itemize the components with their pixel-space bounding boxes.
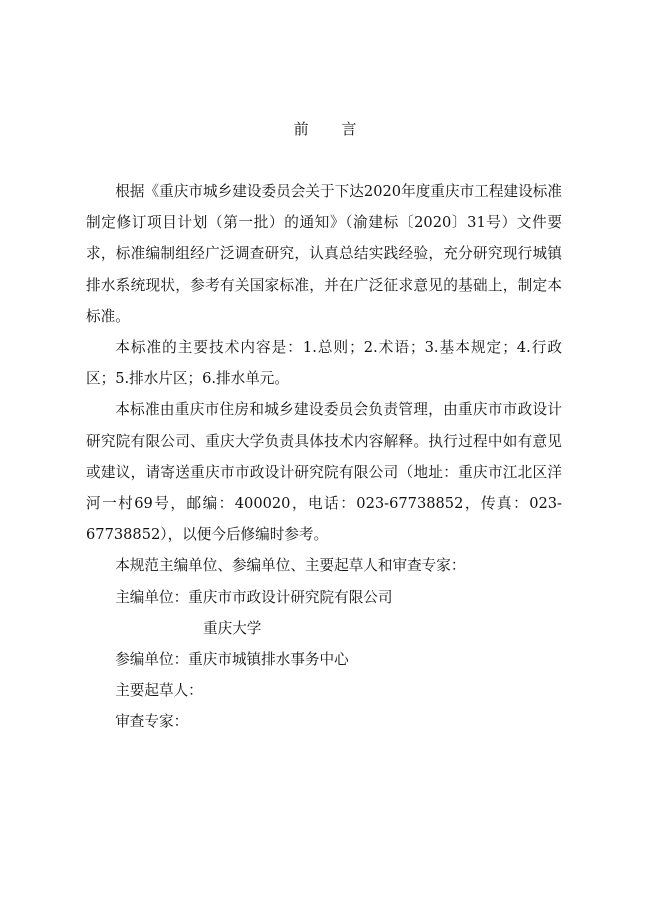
co-editor-unit-1: 重庆市城镇排水事务中心 (188, 651, 349, 669)
co-editor-label: 参编单位： (115, 651, 189, 669)
drafters-label: 主要起草人： (115, 682, 203, 700)
reviewers-row (86, 706, 562, 737)
document-body (86, 176, 562, 738)
co-editor-row (86, 644, 562, 675)
chief-editor-unit-1: 重庆市市政设计研究院有限公司 (188, 588, 393, 606)
chief-editor-row (86, 582, 562, 613)
paragraph-basis: 根据《重庆市城乡建设委员会关于下达2020年度重庆市工程建设标准制定修订项目计划（第一批）的通知》（渝建标〔2020〕31号）文件要求，标准编制组经广泛调查研究，认真总结实践经验，充分研究现行城镇排水系统现状，参考有关国家标准，并在广泛征求意见的基础上，制定本标准。 (86, 183, 562, 325)
paragraph-management: 本标准由重庆市住房和城乡建设委员会负责管理，由重庆市市政设计研究院有限公司、重庆大学负责具体技术内容解释。执行过程中如有意见或建议，请寄送重庆市市政设计研究院有限公司（地址：重庆市江北区洋河一村69号，邮编：400020，电话：023-67738852，传真：023-67738852），以便今后修编时参考。 (86, 401, 562, 544)
reviewers-label: 审查专家： (115, 713, 189, 731)
drafters-row (86, 675, 562, 706)
page-title: 前 言 (293, 120, 371, 138)
chief-editor-label: 主编单位： (115, 588, 189, 606)
chief-editor-row-2 (86, 613, 562, 644)
paragraph-units-intro: 本规范主编单位、参编单位、主要起草人和审查专家： (115, 557, 466, 575)
paragraph-main-content: 本标准的主要技术内容是：1.总则；2.术语；3.基本规定；4.行政区；5.排水片区；6.排水单元。 (86, 339, 562, 388)
chief-editor-unit-2: 重庆大学 (203, 619, 262, 637)
